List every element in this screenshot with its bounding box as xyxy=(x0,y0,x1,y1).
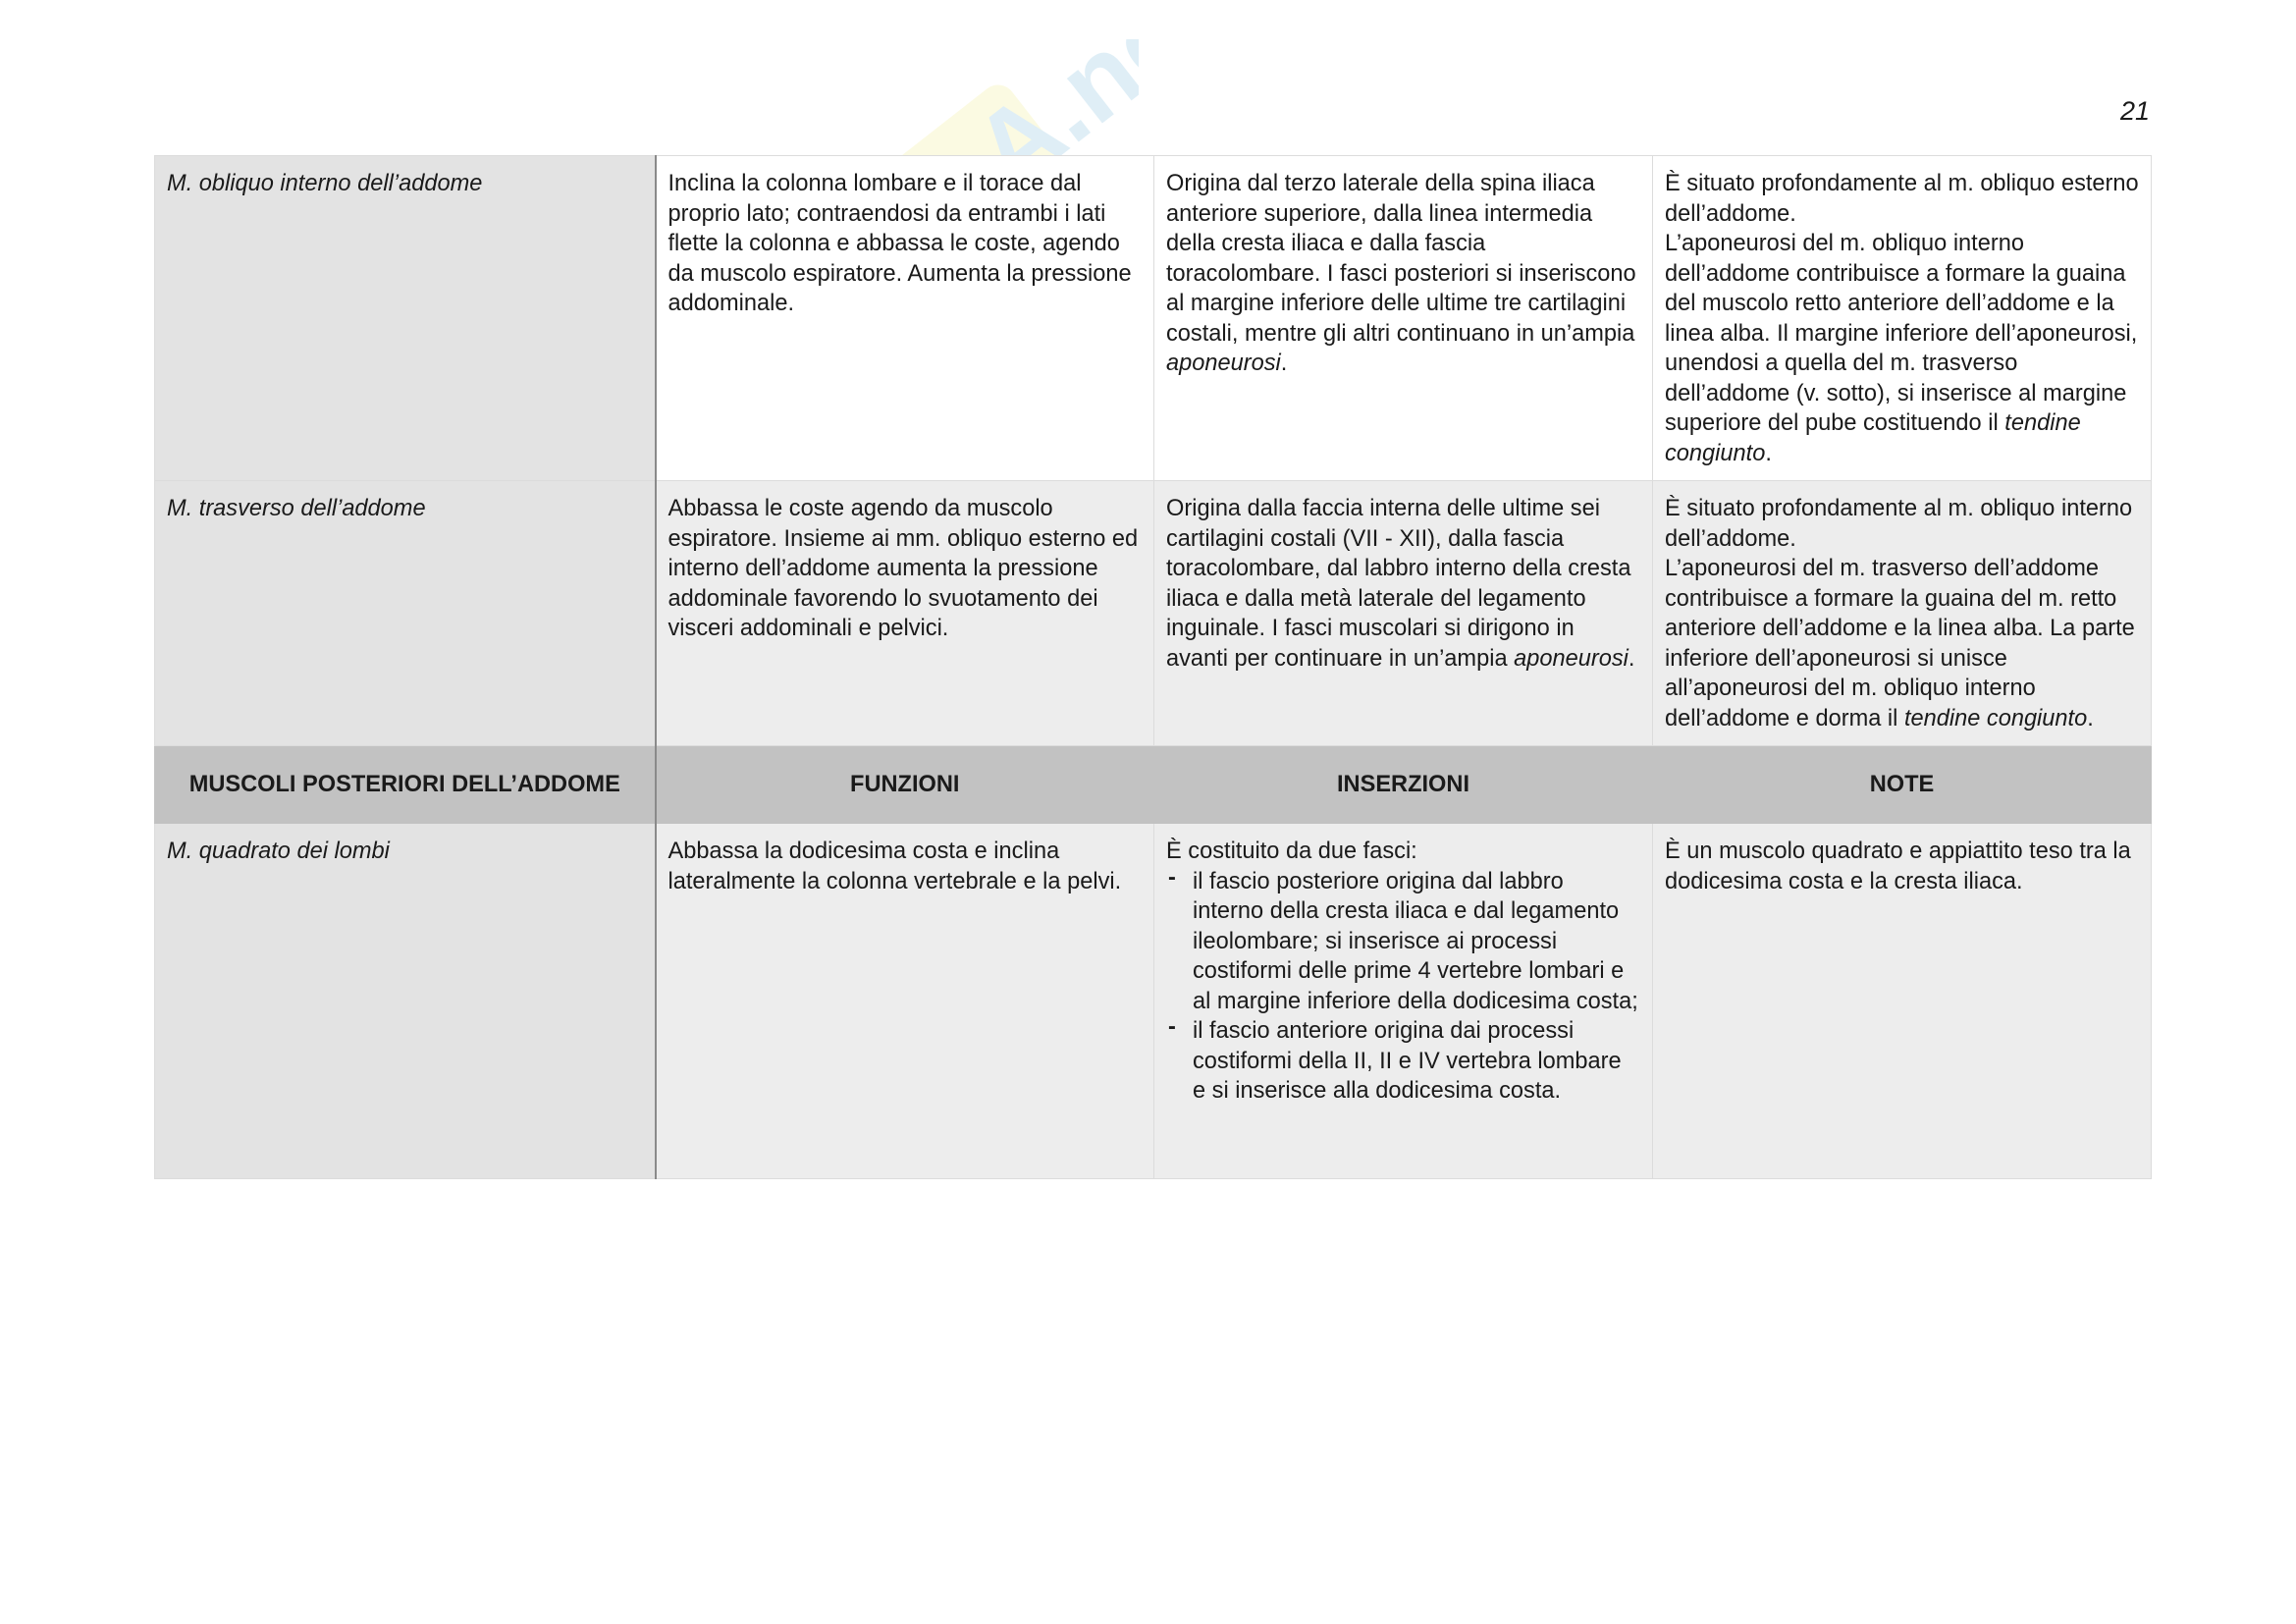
note-header: NOTE xyxy=(1653,746,2152,824)
list-item: - il fascio anteriore origina dai processi costiformi della II, II e IV vertebra lombare e si inserisce alla dodicesima costa. xyxy=(1166,1016,1640,1107)
fasci-list xyxy=(1166,867,1640,1107)
table-row xyxy=(155,156,2152,481)
inserzioni-cell xyxy=(1154,824,1653,1179)
table-row xyxy=(155,824,2152,1179)
muscle-name: M. obliquo interno dell’addome xyxy=(155,156,656,481)
inserzioni-cell: Origina dal terzo laterale della spina iliaca anteriore superiore, dalla linea intermedia della cresta iliaca e dalla fascia toracolombare. I fasci posteriori si inseriscono al margine inferiore delle ultime tre cartilagini costali, mentre gli altri continuano in un’ampia aponeurosi. xyxy=(1154,156,1653,481)
funzioni-cell: Abbassa la dodicesima costa e inclina lateralmente la colonna vertebrale e la pelvi. xyxy=(656,824,1154,1179)
muscles-table xyxy=(154,155,2152,1179)
inserzioni-header: INSERZIONI xyxy=(1154,746,1653,824)
page-number: 21 xyxy=(2119,96,2150,126)
muscle-name: M. quadrato dei lombi xyxy=(155,824,656,1179)
inserzioni-intro: È costituito da due fasci: xyxy=(1166,839,1417,864)
funzioni-cell: Inclina la colonna lombare e il torace dal proprio lato; contraendosi da entrambi i lati flette la colonna e abbassa le coste, agendo da muscolo espiratore. Aumenta la pressione addominale. xyxy=(656,156,1154,481)
note-cell: È situato profondamente al m. obliquo interno dell’addome. L’aponeurosi del m. trasverso dell’addome contribuisce a formare la guaina del m. retto anteriore dell’addome e la linea alba. La parte inferiore dell’aponeurosi si unisce all’aponeurosi del m. obliquo interno dell’addome e dorma il tendine congiunto. xyxy=(1653,481,2152,746)
section-header-row xyxy=(155,746,2152,824)
funzioni-header: FUNZIONI xyxy=(656,746,1154,824)
table-row xyxy=(155,481,2152,746)
inserzioni-cell: Origina dalla faccia interna delle ultime sei cartilagini costali (VII - XII), dalla fascia toracolombare, dal labbro interno della cresta iliaca e dalla metà laterale del legamento inguinale. I fasci muscolari si dirigono in avanti per continuare in un’ampia aponeurosi. xyxy=(1154,481,1653,746)
note-cell: È un muscolo quadrato e appiattito teso tra la dodicesima costa e la cresta iliaca. xyxy=(1653,824,2152,1179)
muscle-name: M. trasverso dell’addome xyxy=(155,481,656,746)
list-item: - il fascio posteriore origina dal labbro interno della cresta iliaca e dal legamento ileolombare; si inserisce ai processi costiformi delle prime 4 vertebre lombari e al margine inferiore della dodicesima costa; xyxy=(1166,867,1640,1017)
note-cell: È situato profondamente al m. obliquo esterno dell’addome. L’aponeurosi del m. obliquo interno dell’addome contribuisce a formare la guaina del muscolo retto anteriore dell’addome e la linea alba. Il margine inferiore dell’aponeurosi, unendosi a quella del m. trasverso dell’addome (v. sotto), si inserisce al margine superiore del pube costituendo il tendine congiunto. xyxy=(1653,156,2152,481)
funzioni-cell: Abbassa le coste agendo da muscolo espiratore. Insieme ai mm. obliquo esterno ed interno dell’addome aumenta la pressione addominale favorendo lo svuotamento dei visceri addominali e pelvici. xyxy=(656,481,1154,746)
group-header: MUSCOLI POSTERIORI DELL’ADDOME xyxy=(155,746,656,824)
